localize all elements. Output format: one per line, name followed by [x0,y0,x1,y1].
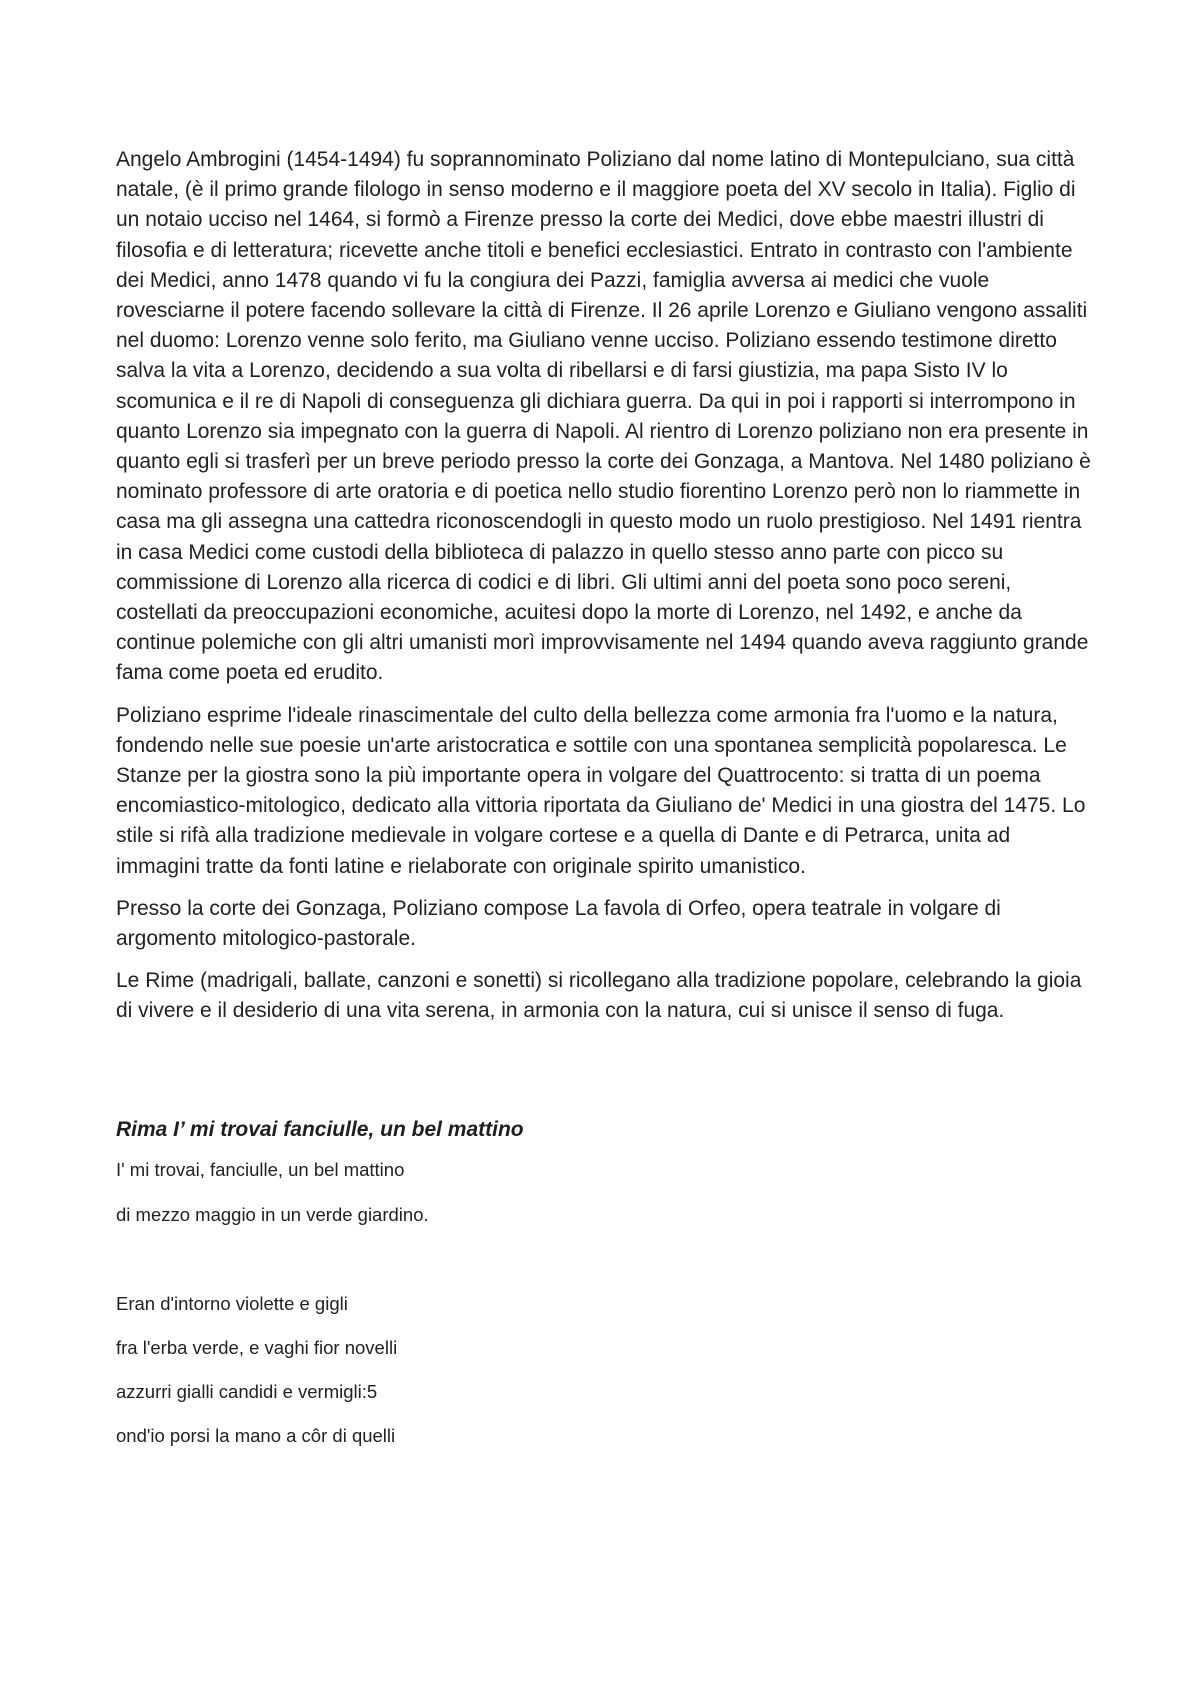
verse-line: fra l'erba verde, e vaghi fior novelli [116,1336,398,1358]
poem-title: Rima I’ mi trovai fanciulle, un bel mattino [116,1117,524,1141]
paragraph-biography: Angelo Ambrogini (1454-1494) fu soprannominato Poliziano dal nome latino di Montepulciano, sua città natale, (è il primo grande filologo in senso moderno e il maggiore poeta del XV secolo in Italia). Figlio di un notaio ucciso nel 1464, si formò a Firenze presso la corte dei Medici, dove ebbe maestri illustri di filosofia e di letteratura; ricevette anche titoli e benefici ecclesiastici. Entrato in contrasto con l'ambiente dei Medici, anno 1478 quando vi fu la congiura dei Pazzi, famiglia avversa ai medici che vuole rovesciarne il potere facendo sollevare la città di Firenze. Il 26 aprile Lorenzo e Giuliano vengono assaliti nel duomo: Lorenzo venne solo ferito, ma Giuliano venne ucciso. Poliziano essendo testimone diretto salva la vita a Lorenzo, decidendo a sua volta di ribellarsi e di farsi giustizia, ma papa Sisto IV lo scomunica e il re di Napoli di conseguenza gli dichiara guerra. Da qui in poi i rapporti si interrompono in quanto Lorenzo sia impegnato con la guerra di Napoli. Al rientro di Lorenzo poliziano non era presente in quanto egli si trasferì per un breve periodo presso la corte dei Gonzaga, a Mantova. Nel 1480 poliziano è nominato professore di arte oratoria e di poetica nello studio fiorentino Lorenzo però non lo riammette in casa ma gli assegna una cattedra riconoscendogli in questo modo un ruolo prestigioso. Nel 1491 rientra in casa Medici come custodi della biblioteca di palazzo in quello stesso anno parte con picco su commissione di Lorenzo alla ricerca di codici e di libri. Gli ultimi anni del poeta sono poco sereni, costellati da preoccupazioni economiche, acuitesi dopo la morte di Lorenzo, nel 1492, e anche da continue polemiche con gli altri umanisti morì improvvisamente nel 1494 quando aveva raggiunto grande fama come poeta ed erudito. [116,148,1091,685]
document-page [116,145,1096,1448]
verse-line: Eran d'intorno violette e gigli [116,1292,348,1314]
verse-line: di mezzo maggio in un verde giardino. [116,1203,429,1225]
verse-line: I' mi trovai, fanciulle, un bel mattino [116,1158,405,1180]
verse-line: ond'io porsi la mano a côr di quelli [116,1424,396,1446]
paragraph-poetics: Poliziano esprime l'ideale rinascimentale del culto della bellezza come armonia fra l'uomo e la natura, fondendo nelle sue poesie un'arte aristocratica e sottile con una spontanea semplicità popolaresca. Le Stanze per la giostra sono la più importante opera in volgare del Quattrocento: si tratta di un poema encomiastico-mitologico, dedicato alla vittoria riportata da Giuliano de' Medici in una giostra del 1475. Lo stile si rifà alla tradizione medievale in volgare cortese e a quella di Dante e di Petrarca, unita ad immagini tratte da fonti latine e rielaborate con originale spirito umanistico. [116,703,1086,878]
paragraph-rime: Le Rime (madrigali, ballate, canzoni e sonetti) si ricollegano alla tradizione popolare, celebrando la gioia di vivere e il desiderio di una vita serena, in armonia con la natura, cui si unisce il senso di fuga. [116,969,1082,1023]
poem-section [116,1115,1096,1448]
paragraph-orfeo: Presso la corte dei Gonzaga, Poliziano compose La favola di Orfeo, opera teatrale in volgare di argomento mitologico-pastorale. [116,896,1001,951]
biography-text [116,145,1096,1027]
verse-line: azzurri gialli candidi e vermigli:5 [116,1380,378,1402]
